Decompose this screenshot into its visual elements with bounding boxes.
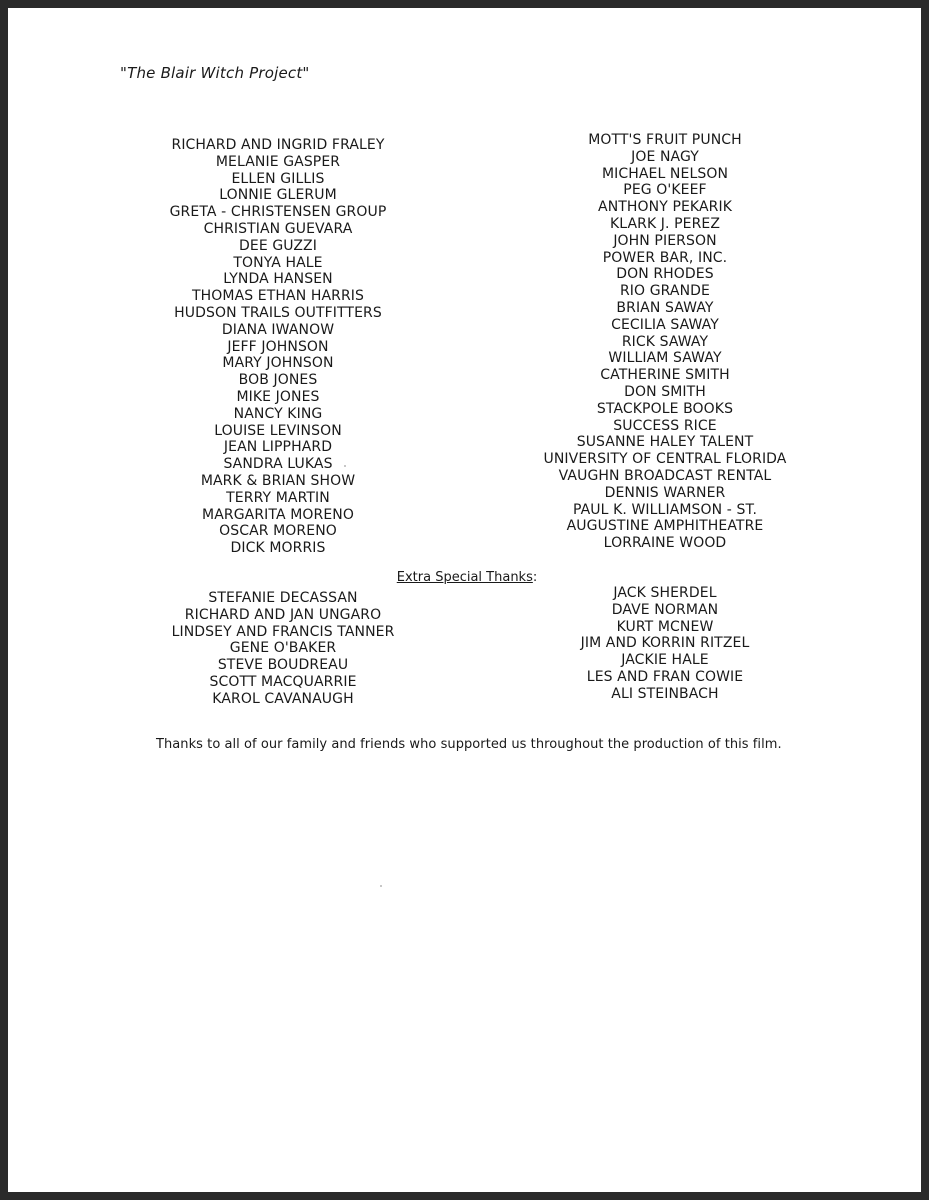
credit-name: MELANIE GASPER	[215, 153, 341, 170]
credit-name: GRETA - CHRISTENSEN GROUP	[169, 204, 387, 221]
credit-name: PEG O'KEEF	[623, 182, 707, 199]
credit-name: KURT MCNEW	[616, 618, 714, 635]
credit-name: TONYA HALE	[233, 254, 323, 271]
credit-name: MOTT'S FRUIT PUNCH	[588, 132, 742, 148]
credit-name: RICHARD AND JAN UNGARO	[184, 606, 382, 623]
credit-name: UNIVERSITY OF CENTRAL FLORIDA	[543, 451, 787, 468]
credit-name: CECILIA SAWAY	[611, 316, 719, 333]
extra-thanks-right-column	[535, 585, 795, 703]
document-title: "The Blair Witch Project"	[120, 64, 310, 82]
credit-name: DICK MORRIS	[230, 540, 326, 557]
credit-name: LINDSEY AND FRANCIS TANNER	[171, 623, 395, 640]
credit-name: STEVE BOUDREAU	[217, 657, 349, 674]
extra-special-thanks-heading	[380, 570, 554, 585]
credit-name: POWER BAR, INC.	[602, 249, 728, 266]
credit-name: BOB JONES	[238, 372, 318, 389]
closing-statement: Thanks to all of our family and friends who supported us throughout the production of this film.	[156, 737, 782, 752]
credit-name: SUCCESS RICE	[613, 417, 717, 434]
credit-name: AUGUSTINE AMPHITHEATRE	[566, 518, 764, 535]
credit-name: GENE O'BAKER	[229, 640, 337, 657]
credit-name: LORRAINE WOOD	[603, 535, 727, 552]
credit-name: TERRY MARTIN	[226, 489, 330, 506]
credit-name: THOMAS ETHAN HARRIS	[192, 288, 364, 305]
credit-name: RICHARD AND INGRID FRALEY	[171, 137, 385, 153]
extra-heading-text: Extra Special Thanks	[396, 570, 533, 585]
credit-name: DON RHODES	[616, 266, 714, 283]
credit-name: DAVE NORMAN	[611, 601, 719, 618]
credit-name: MARY JOHNSON	[222, 355, 334, 372]
credit-name: JEFF JOHNSON	[227, 338, 329, 355]
credit-name: SANDRA LUKAS	[223, 456, 333, 473]
credit-name: DEE GUZZI	[239, 237, 317, 254]
credit-name: VAUGHN BROADCAST RENTAL	[558, 467, 772, 484]
credit-name: KAROL CAVANAUGH	[212, 690, 354, 707]
credit-name: JACK SHERDEL	[613, 585, 717, 601]
credit-name: SUSANNE HALEY TALENT	[576, 434, 754, 451]
credit-name: ALI STEINBACH	[611, 685, 719, 702]
extra-thanks-left-column	[148, 590, 418, 708]
credit-name: CHRISTIAN GUEVARA	[203, 220, 353, 237]
thanks-right-column	[530, 132, 800, 552]
credit-name: MARGARITA MORENO	[202, 506, 354, 523]
credit-name: RIO GRANDE	[619, 283, 710, 300]
credit-name: RICK SAWAY	[621, 333, 709, 350]
credit-name: KLARK J. PEREZ	[609, 215, 721, 232]
credit-name: JEAN LIPPHARD	[223, 439, 333, 456]
credit-name: MICHAEL NELSON	[601, 165, 729, 182]
paper-speck	[344, 465, 346, 467]
paper-speck	[380, 885, 382, 887]
credit-name: DIANA IWANOW	[221, 321, 335, 338]
credit-name: STEFANIE DECASSAN	[208, 590, 358, 606]
credit-name: OSCAR MORENO	[219, 523, 337, 540]
credit-name: MIKE JONES	[236, 388, 320, 405]
credit-name: CATHERINE SMITH	[600, 367, 730, 384]
thanks-left-column	[148, 137, 408, 557]
credit-name: NANCY KING	[233, 405, 323, 422]
credit-name: LOUISE LEVINSON	[214, 422, 342, 439]
credit-name: PAUL K. WILLIAMSON - ST.	[572, 501, 758, 518]
document-page	[8, 8, 921, 1192]
credit-name: DENNIS WARNER	[604, 484, 726, 501]
extra-heading-colon: :	[532, 570, 538, 585]
credit-name: LONNIE GLERUM	[219, 187, 337, 204]
credit-name: JOE NAGY	[631, 148, 699, 165]
credit-name: JIM AND KORRIN RITZEL	[580, 635, 750, 652]
credit-name: DON SMITH	[624, 383, 706, 400]
credit-name: MARK & BRIAN SHOW	[200, 472, 356, 489]
credit-name: ANTHONY PEKARIK	[598, 199, 732, 216]
credit-name: SCOTT MACQUARRIE	[209, 673, 357, 690]
credit-name: BRIAN SAWAY	[616, 299, 714, 316]
credit-name: JOHN PIERSON	[613, 232, 717, 249]
credit-name: HUDSON TRAILS OUTFITTERS	[174, 304, 382, 321]
credit-name: STACKPOLE BOOKS	[596, 400, 734, 417]
credit-name: LYNDA HANSEN	[223, 271, 333, 288]
credit-name: ELLEN GILLIS	[231, 170, 325, 187]
credit-name: JACKIE HALE	[621, 652, 709, 669]
credit-name: LES AND FRAN COWIE	[586, 668, 744, 685]
credit-name: WILLIAM SAWAY	[608, 350, 722, 367]
